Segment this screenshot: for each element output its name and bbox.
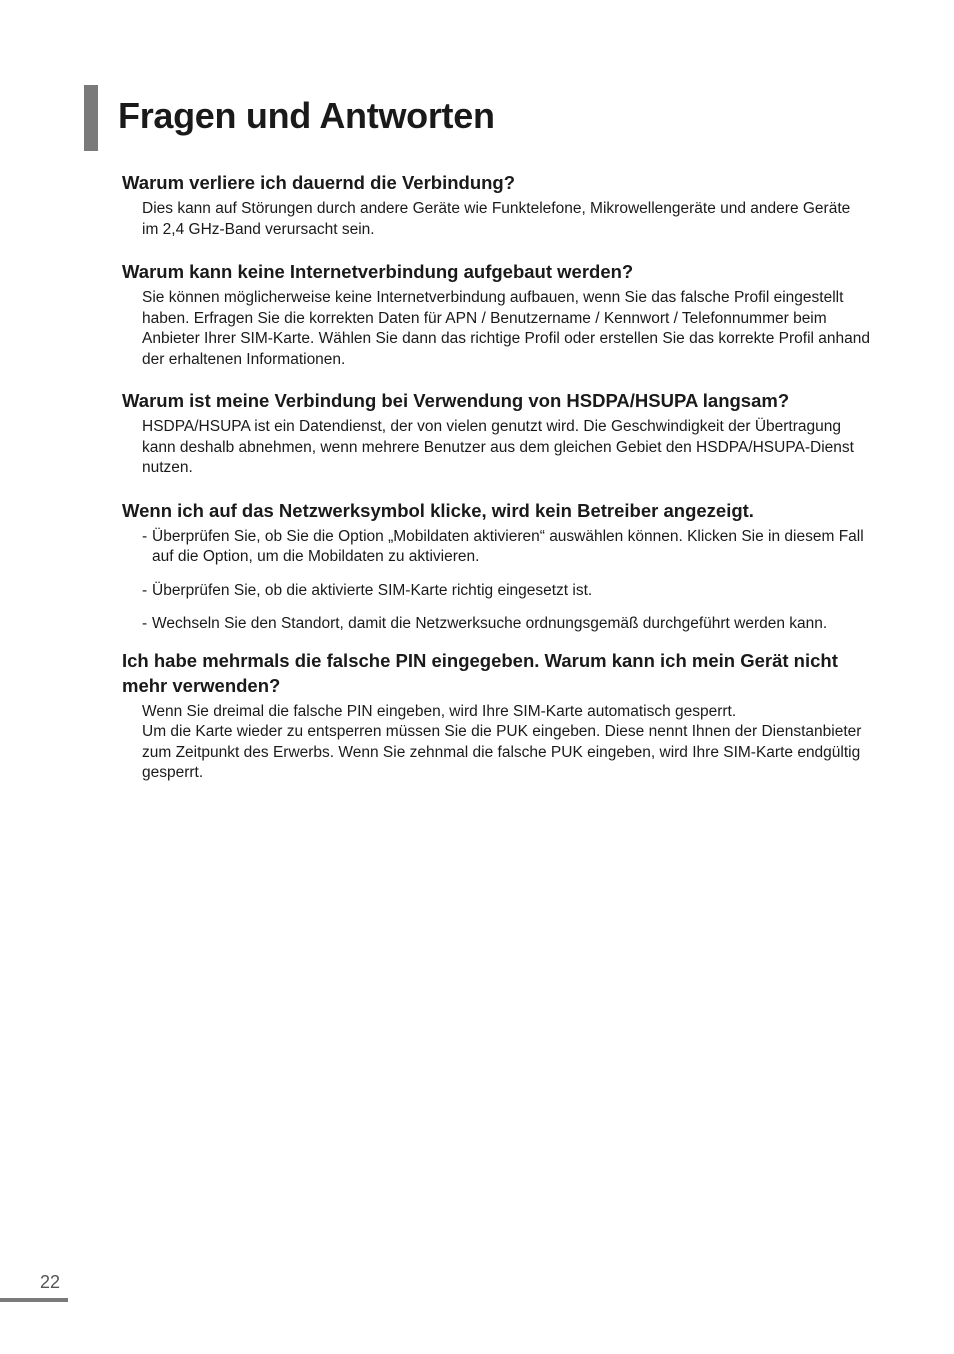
faq-question: Warum verliere ich dauernd die Verbindung? — [122, 172, 516, 193]
page-number: 22 — [40, 1272, 61, 1292]
faq-answer-text: Wenn Sie dreimal die falsche PIN eingeben, wird Ihre SIM-Karte automatisch gesperrt. — [142, 702, 737, 720]
faq-content — [122, 170, 870, 784]
faq-answer-text: HSDPA/HSUPA ist ein Datendienst, der von vielen genutzt wird. Die Geschwindigkeit der Übertragung kann deshalb abnehmen, wenn mehrere Benutzer aus dem gleichen Gebiet den HSDPA/HSUPA-Dienst nutzen. — [142, 418, 854, 476]
faq-question: Wenn ich auf das Netzwerksymbol klicke, wird kein Betreiber angezeigt. — [122, 499, 754, 521]
faq-question: Warum kann keine Internetverbindung aufgebaut werden? — [122, 261, 634, 282]
bullet-dash: - — [142, 527, 148, 545]
faq-answer — [142, 702, 870, 784]
faq-answer-text: Um die Karte wieder zu entsperren müssen Sie die PUK eingeben. Diese nennt Ihnen der Dienstanbieter zum Zeitpunkt des Erwerbs. Wenn Sie zehnmal die falsche PUK eingeben, wird Ihre SIM-Karte endgültig gesperrt. — [142, 723, 862, 781]
faq-item-slow-hsdpa — [122, 388, 870, 479]
list-item-text: Wechseln Sie den Standort, damit die Netzwerksuche ordnungsgemäß durchgeführt werden kann. — [152, 615, 828, 632]
faq-answer — [142, 417, 870, 479]
list-item — [142, 527, 870, 568]
bullet-dash: - — [142, 581, 148, 599]
faq-item-no-operator — [122, 498, 870, 635]
faq-item-no-internet — [122, 259, 870, 370]
bullet-dash: - — [142, 615, 148, 632]
list-item — [142, 581, 870, 602]
title-accent-bar — [84, 85, 98, 151]
faq-answer-text: Dies kann auf Störungen durch andere Geräte wie Funktelefone, Mikrowellengeräte und andere Geräte im 2,4 GHz-Band verursacht sein. — [142, 200, 851, 238]
faq-answer — [142, 288, 870, 370]
list-item — [142, 614, 870, 635]
faq-item-wrong-pin — [122, 648, 870, 784]
faq-item-connection-drops — [122, 170, 870, 240]
list-item-text: Überprüfen Sie, ob Sie die Option „Mobildaten aktivieren“ auswählen können. Klicken Sie in diesem Fall auf die Option, um die Mobildaten zu aktivieren. — [152, 527, 864, 565]
page-title: Fragen und Antworten — [118, 95, 495, 136]
faq-question: Ich habe mehrmals die falsche PIN eingegeben. Warum kann ich mein Gerät nicht mehr verwenden? — [122, 649, 838, 696]
faq-answer-text: Sie können möglicherweise keine Internetverbindung aufbauen, wenn Sie das falsche Profil eingestellt haben. Erfragen Sie die korrekten Daten für APN / Benutzername / Kennwort / Telefonnummer beim Anbieter Ihrer SIM-Karte. Wählen Sie dann das richtige Profil oder erstellen Sie das korrekte Profil anhand der erhaltenen Informationen. — [142, 289, 871, 368]
faq-question: Warum ist meine Verbindung bei Verwendung von HSDPA/HSUPA langsam? — [122, 390, 790, 411]
faq-answer — [142, 199, 870, 240]
page-number-rule — [0, 1298, 68, 1302]
faq-answer-list — [142, 527, 870, 635]
list-item-text: Überprüfen Sie, ob die aktivierte SIM-Karte richtig eingesetzt ist. — [152, 581, 593, 599]
